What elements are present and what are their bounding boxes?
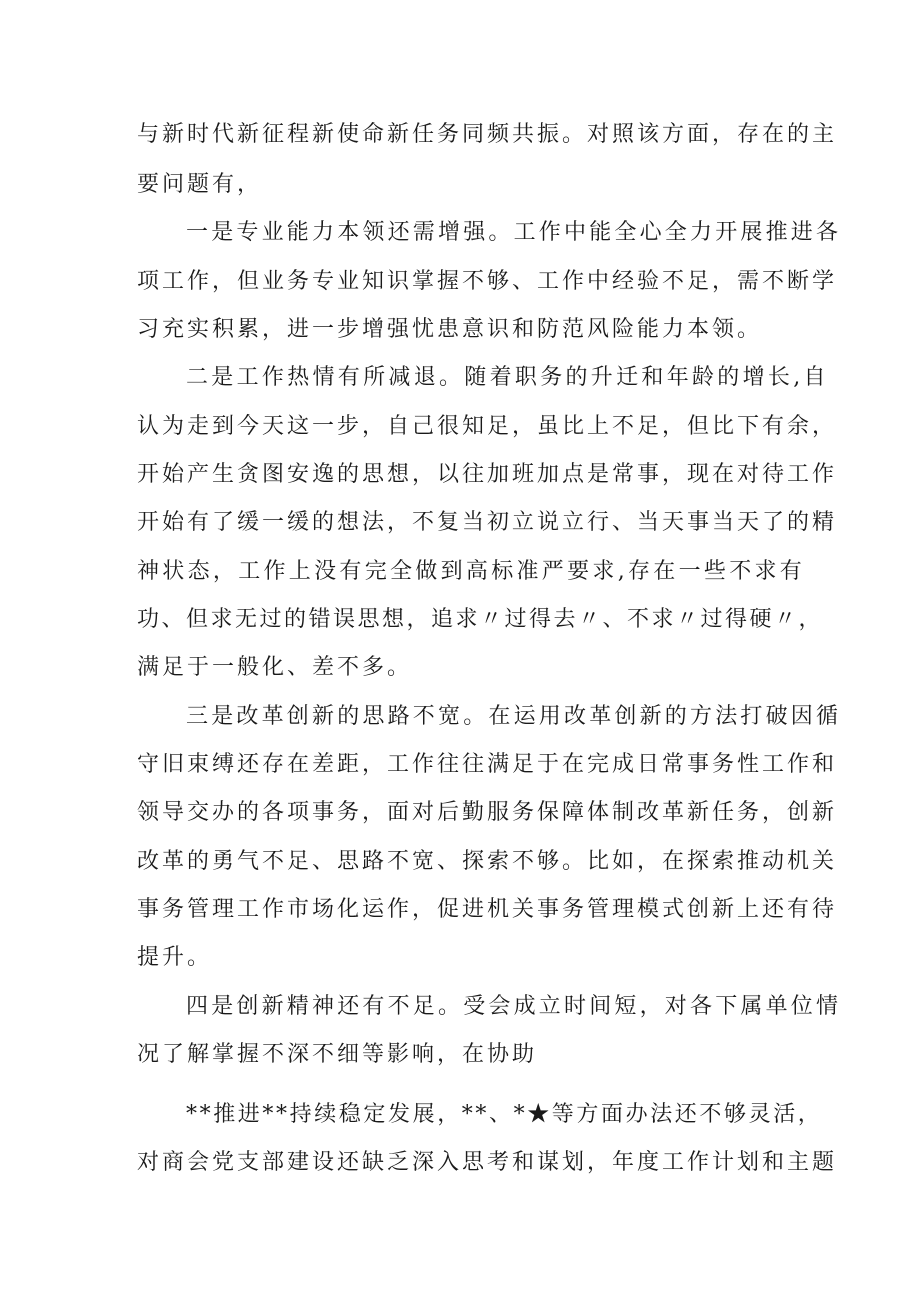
text-line-11: 功、但求无过的错误思想，追求〃过得去〃、不求〃过得硬〃， (137, 607, 824, 632)
text-line-7: 认为走到今天这一步，自己很知足，虽比上不足，但比下有余， (137, 414, 838, 439)
text-line-22: 对商会党支部建设还缺乏深入思考和谋划，年度工作计划和主题 (137, 1150, 838, 1175)
text-line-21: **推进**持续稳定发展，**、*★等方面办法还不够灵活， (186, 1102, 823, 1127)
text-line-2: 要问题有， (137, 172, 263, 197)
text-line-6: 二是工作热情有所减退。随着职务的升迁和年龄的增长,自 (186, 365, 829, 390)
text-line-3: 一是专业能力本领还需增强。工作中能全心全力开展推进各 (186, 220, 842, 245)
text-line-13: 三是改革创新的思路不宽。在运用改革创新的方法打破因循 (186, 704, 842, 729)
text-line-4: 项工作，但业务专业知识掌握不够、工作中经验不足，需不断学 (137, 269, 838, 294)
text-line-19: 四是创新精神还有不足。受会成立时间短，对各下属单位情 (186, 994, 842, 1019)
text-line-17: 事务管理工作市场化运作，促进机关事务管理模式创新上还有待 (137, 897, 838, 922)
text-line-15: 领导交办的各项事务，面对后勤服务保障体制改革新任务，创新 (137, 800, 838, 825)
text-line-5: 习充实积累，进一步增强忧患意识和防范风险能力本领。 (137, 317, 763, 342)
text-line-18: 提升。 (137, 945, 213, 970)
text-line-14: 守旧束缚还存在差距，工作往往满足于在完成日常事务性工作和 (137, 752, 838, 777)
text-line-12: 满足于一般化、差不多。 (137, 655, 413, 680)
text-line-16: 改革的勇气不足、思路不宽、探索不够。比如，在探索推动机关 (137, 849, 838, 874)
text-line-9: 开始有了缓一缓的想法，不复当初立说立行、当天事当天了的精 (137, 510, 838, 535)
text-line-1: 与新时代新征程新使命新任务同频共振。对照该方面，存在的主 (137, 122, 838, 147)
text-line-8: 开始产生贪图安逸的思想，以往加班加点是常事，现在对待工作 (137, 462, 838, 487)
text-line-10: 神状态，工作上没有完全做到高标准严要求,存在一些不求有 (137, 559, 806, 584)
text-line-20: 况了解掌握不深不细等影响，在协助 (137, 1042, 538, 1067)
